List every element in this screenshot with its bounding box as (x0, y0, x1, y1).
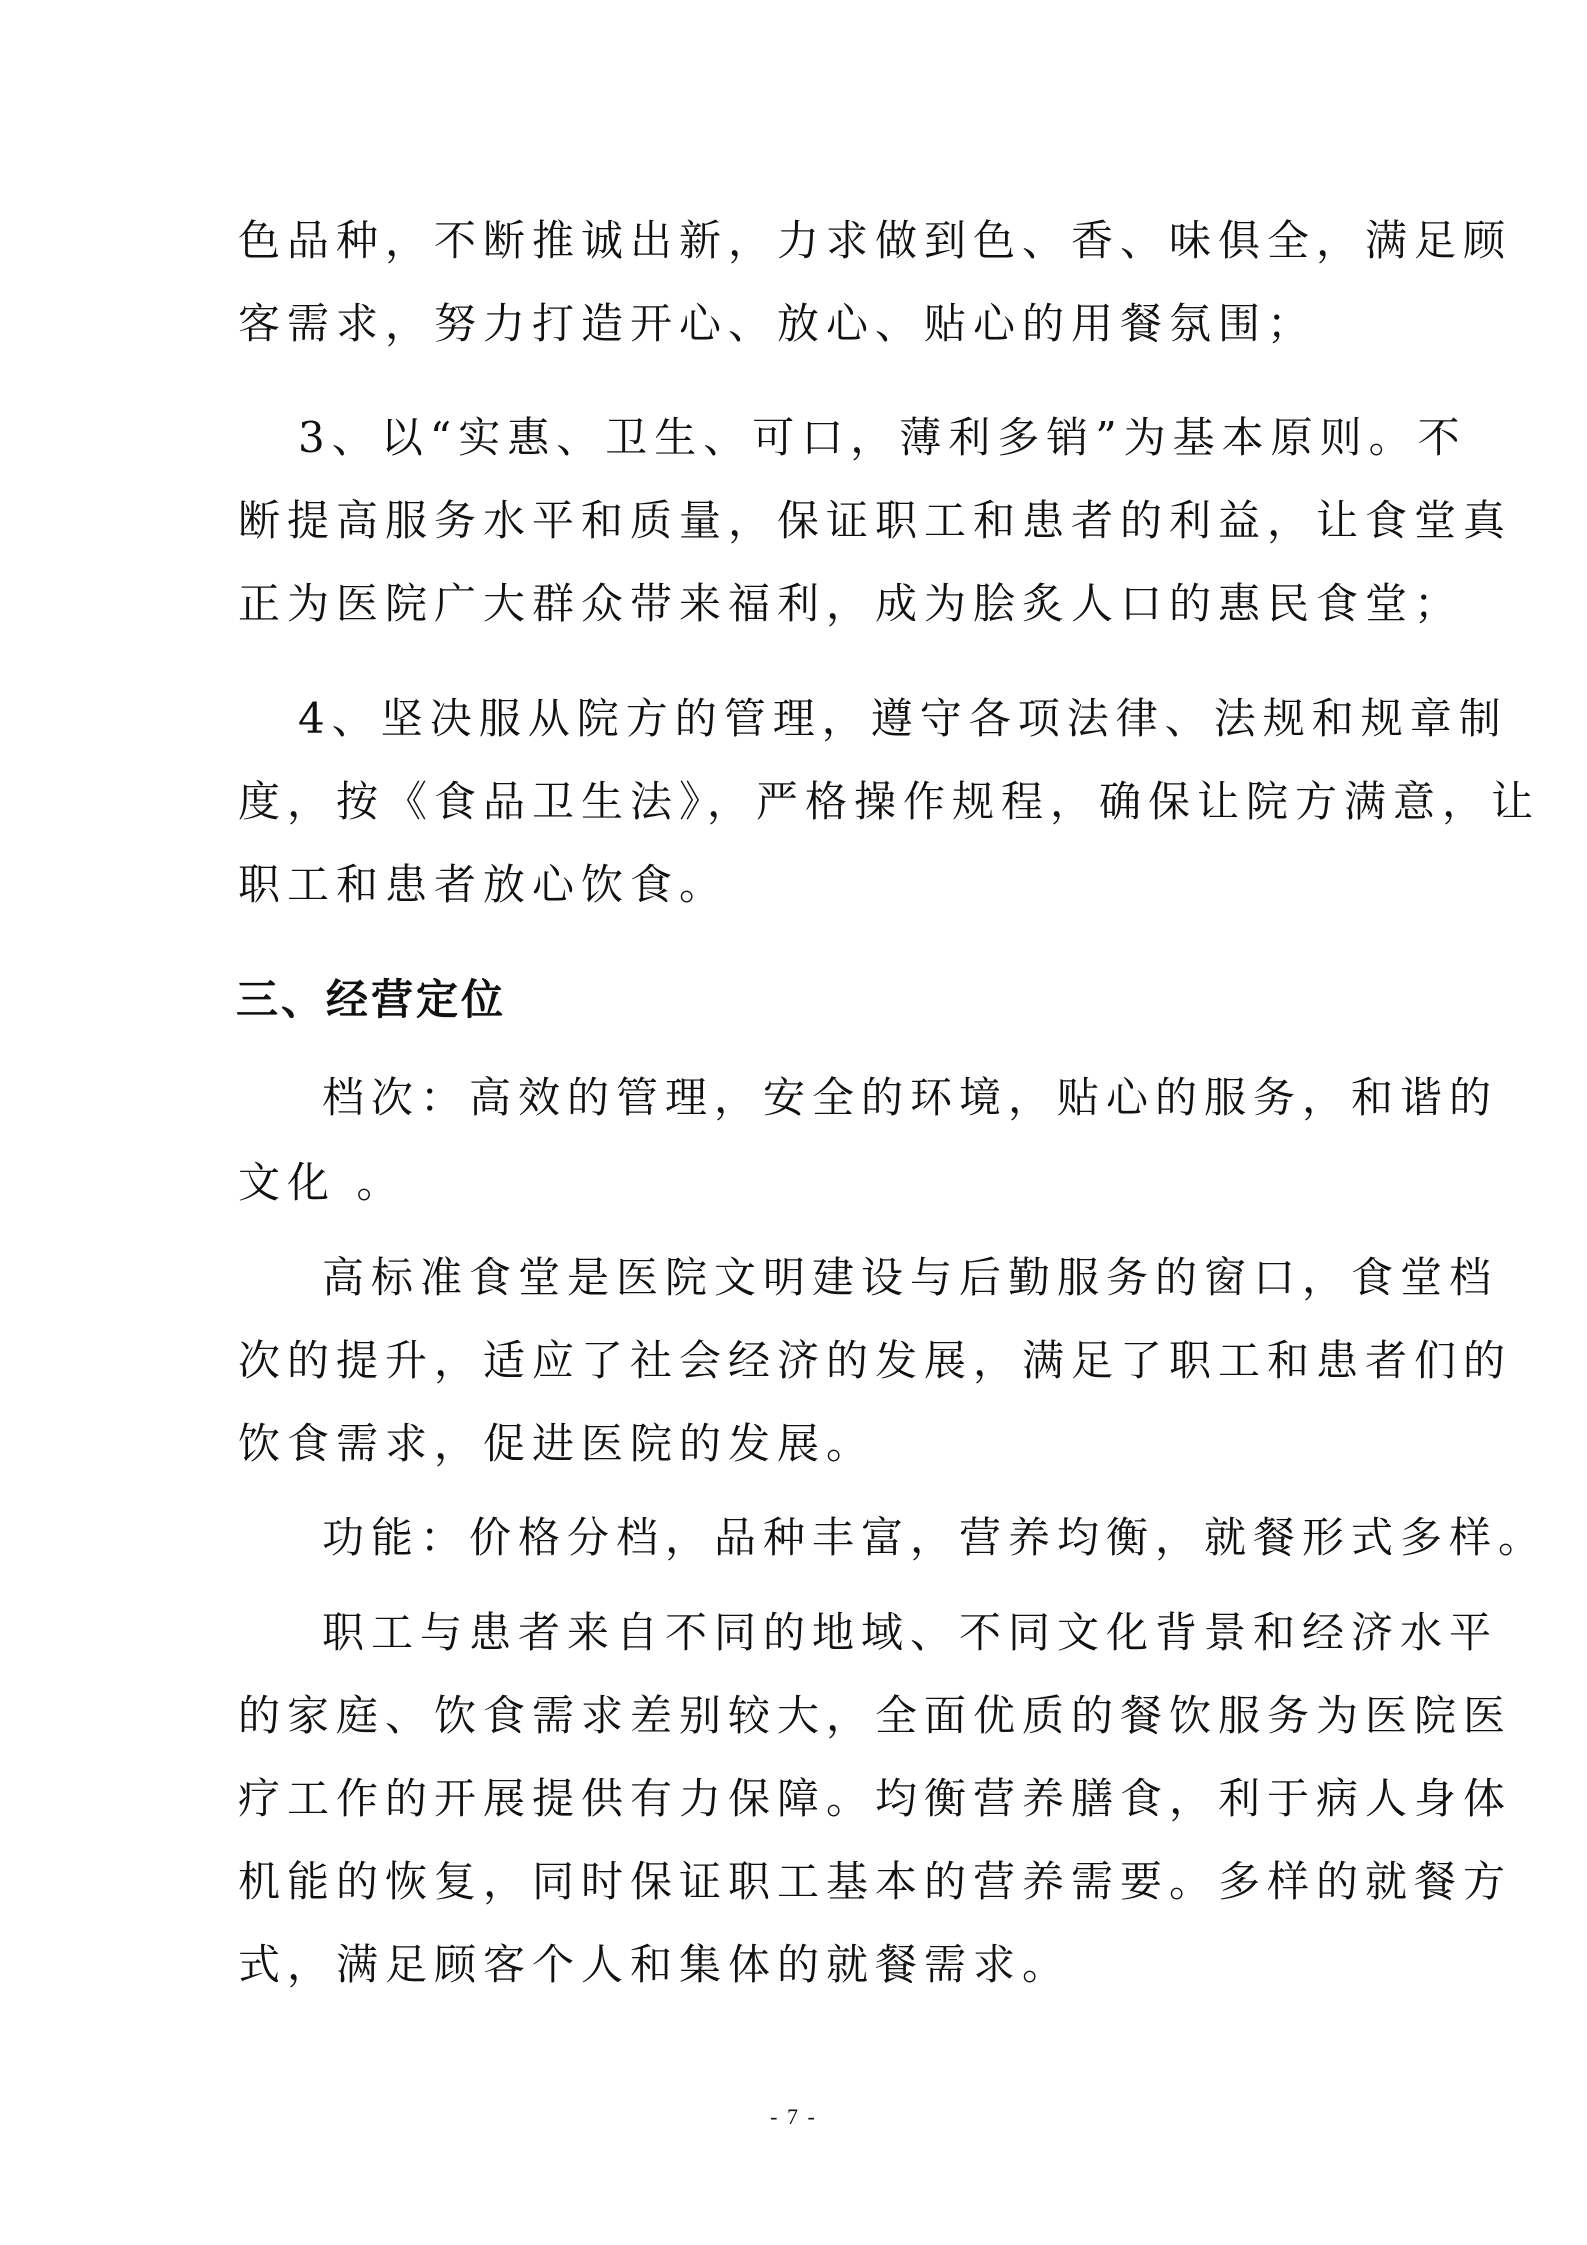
text-line: 度，按《食品卫生法》，严格操作规程，确保让院方满意，让 (238, 777, 1541, 826)
paragraph-first-line: 职工与患者来自不同的地域、不同文化背景和经济水平 (322, 1608, 1499, 1657)
text-line: 文化 。 (238, 1158, 406, 1207)
paragraph-first-line: 功能：价格分档，品种丰富，营养均衡，就餐形式多样。 (322, 1513, 1548, 1562)
text-line: 客需求，努力打造开心、放心、贴心的用餐氛围； (238, 299, 1317, 348)
paragraph-first-line: 档次：高效的管理，安全的环境，贴心的服务，和谐的 (322, 1073, 1499, 1122)
text-line: 的家庭、饮食需求差别较大，全面优质的餐饮服务为医院医 (238, 1691, 1513, 1740)
text-line: 次的提升，适应了社会经济的发展，满足了职工和患者们的 (238, 1336, 1513, 1385)
list-item-3-line: 3、以“实惠、卫生、可口，薄利多销”为基本原则。不 (298, 413, 1467, 462)
text-line: 断提高服务水平和质量，保证职工和患者的利益，让食堂真 (238, 496, 1513, 545)
text-line: 色品种，不断推诚出新，力求做到色、香、味俱全，满足顾 (238, 216, 1513, 265)
text-line: 机能的恢复，同时保证职工基本的营养需要。多样的就餐方 (238, 1857, 1513, 1906)
text-line: 正为医院广大群众带来福利，成为脍炙人口的惠民食堂； (238, 579, 1464, 628)
page-number: - 7 - (770, 2104, 817, 2129)
paragraph-first-line: 高标准食堂是医院文明建设与后勤服务的窗口，食堂档 (322, 1253, 1499, 1302)
text-line: 式，满足顾客个人和集体的就餐需求。 (238, 1940, 1072, 1989)
section-heading: 三、经营定位 (236, 975, 507, 1024)
list-item-4-line: 4、坚决服从院方的管理，遵守各项法律、法规和规章制 (298, 694, 1508, 743)
text-line: 饮食需求，促进医院的发展。 (238, 1419, 876, 1468)
text-line: 疗工作的开展提供有力保障。均衡营养膳食，利于病人身体 (238, 1774, 1513, 1823)
text-line: 职工和患者放心饮食。 (238, 860, 729, 909)
